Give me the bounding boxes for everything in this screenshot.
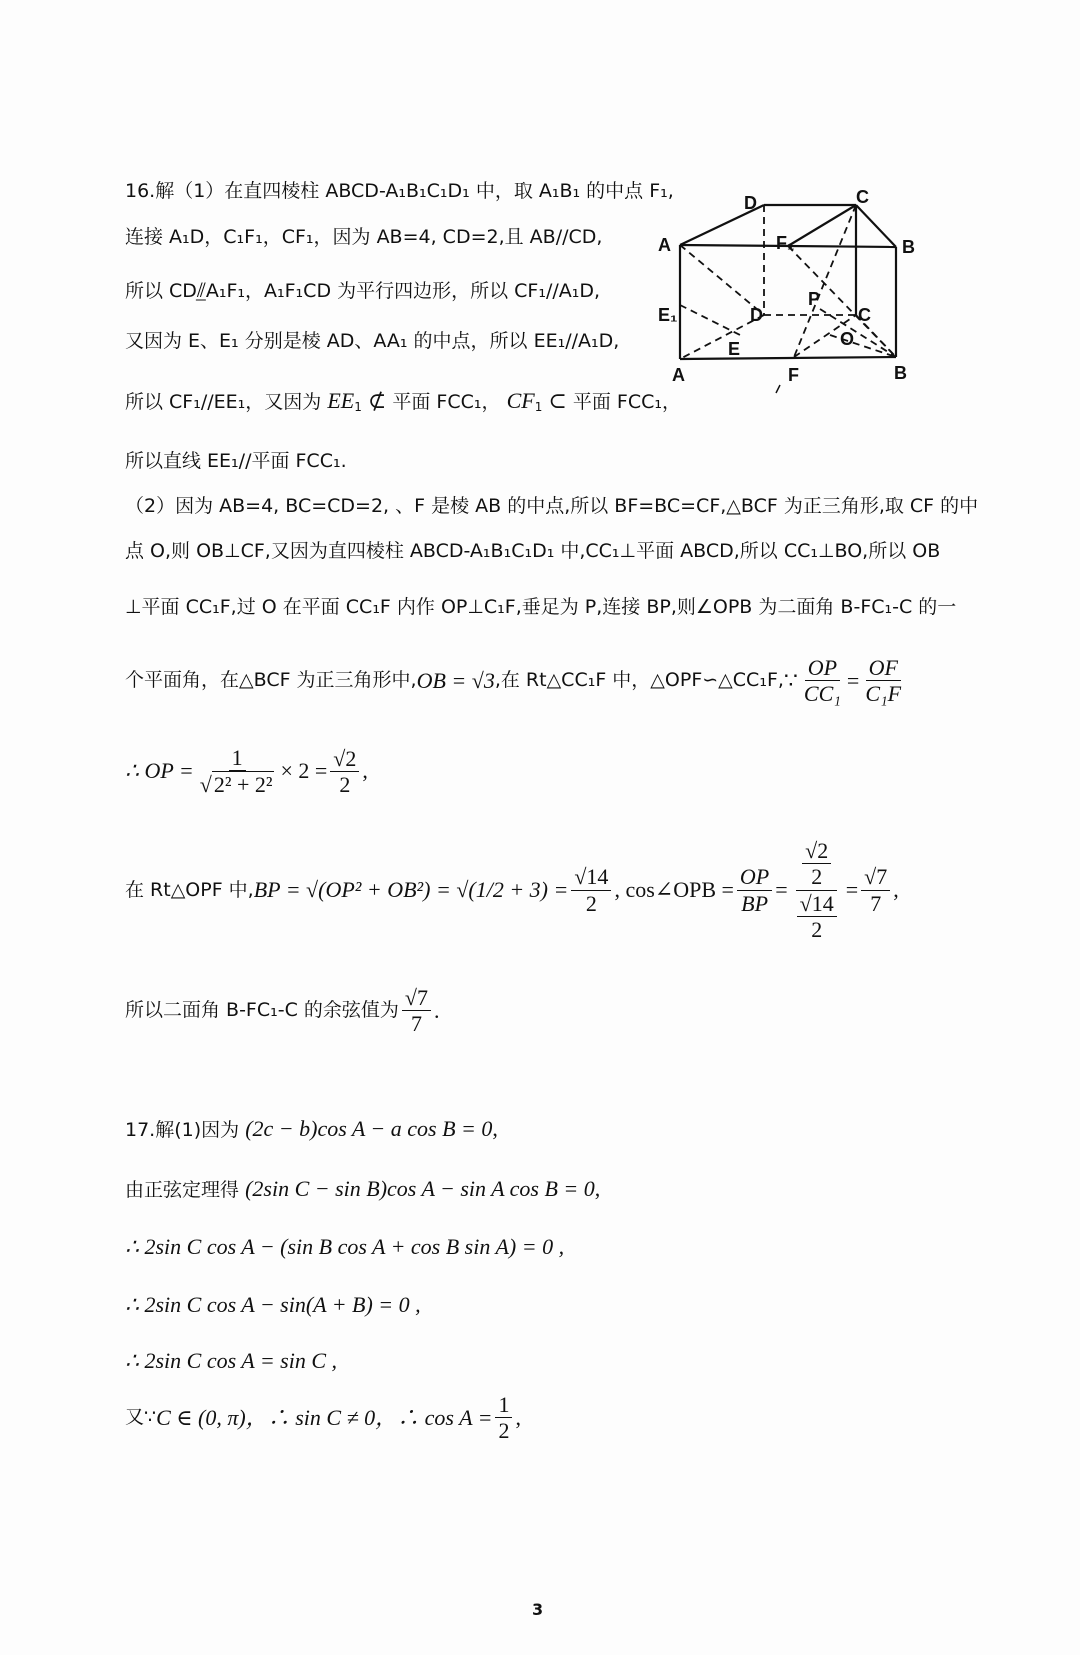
p17-line-2: 由正弦定理得 (2sin C − sin B)cos A − sin A cos B = 0, [125,1176,601,1201]
edge [856,205,896,247]
text: 在 Rt△OPF 中, [125,878,254,901]
p17-line-6: 又∵ C ∈ (0, π)，∴ sin C ≠ 0，∴ cos A = $\frac{1}{2}$ , [125,1392,521,1444]
frac-op-bp: $\frac{OP}{BP}$ [737,864,772,916]
math-cf1: CF [506,388,535,413]
text: ,在 Rt△CC₁F 中，△OPF∽△CC₁F, [494,669,784,692]
p16-line-7: （2）因为 AB=4, BC=CD=2, 、F 是棱 AB 的中点,所以 BF=BC=CF,△BCF 为正三角形,取 CF 的中 [125,495,979,517]
parallel-equal-sign: ⫽̲ [196,278,206,302]
math: (2sin C − sin B)cos A − sin A cos B = 0 [245,1176,595,1201]
math-bp: BP = √(OP² + OB²) = √(1/2 + 3) = [253,877,569,903]
hidden-edge [680,305,740,335]
frac-complex: $\frac{\frac{√2}{2}}{\frac{√14}{2}}$ [791,838,843,942]
text: × 2 = [280,758,328,784]
not-subset-symbol: ⊄ [367,388,387,413]
subset-symbol: ⊂ [548,388,567,413]
p16-line-8: 点 O,则 OB⊥CF,又因为直四棱柱 ABCD-A₁B₁C₁D₁ 中,CC₁⊥平面 ABCD,所以 CC₁⊥BO,所以 OB [125,540,941,562]
frac-sqrt14-2: $\frac{√14}{2}$ [571,864,611,916]
prism-figure [658,185,920,395]
label-c: C [858,305,871,325]
frac-sqrt2-2: $\frac{√2}{2}$ [330,746,359,798]
label-a: A [672,365,685,385]
text: 所以二面角 B-FC₁-C 的余弦值为 [125,999,399,1022]
label-o: O [840,329,855,349]
math-op: ∴ OP = [125,758,194,784]
p17-line-3: ∴ 2sin C cos A − (sin B cos A + cos B sin A) = 0 , [125,1234,565,1259]
text: 所以 CF₁//EE₁，又因为 [125,391,322,413]
p16-line-5: 所以 CF₁//EE₁，又因为 $EE_1$ ⊄ 平面 FCC₁， $CF_1$ ⊂ 平面 FCC₁， [125,388,681,414]
math: (2c − b)cos A − a cos B = 0 [245,1116,493,1141]
text: 平面 FCC₁， [392,391,501,413]
text: 所以 CD [125,280,197,302]
label-e1: E₁ [658,305,678,325]
text: 个平面角，在△BCF 为正三角形中, [125,669,417,692]
frac-answer: $\frac{√7}{7}$ [402,985,431,1037]
label-d: D [750,305,763,325]
label-p: P [808,289,821,309]
p16-line-11: ∴ OP = $\frac{1}{\text{√2² + 2²}}$ × 2 = $\frac{√2}{2}$ , [125,745,368,798]
frac-op: $\frac{1}{\text{√2² + 2²}}$ [199,745,273,798]
text: 又∵ [125,1406,157,1429]
p17-line-1: 17.解(1)因为 (2c − b)cos A − a cos B = 0, [125,1116,498,1141]
math-ob: OB = √3 [416,667,495,693]
p17-line-5: ∴ 2sin C cos A = sin C , [125,1348,338,1373]
frac-half: $\frac{1}{2}$ [495,1392,512,1444]
math-cos: , cos∠OPB = [614,877,734,903]
label-a1: A [658,235,671,255]
text: 由正弦定理得 [125,1179,240,1201]
p16-line-1: 16.解（1）在直四棱柱 ABCD-A₁B₁C₁D₁ 中，取 A₁B₁ 的中点 F₁, [125,180,674,202]
label-d1: D [744,193,757,213]
edge [680,357,896,359]
p16-line-9: ⊥平面 CC₁F,过 O 在平面 CC₁F 内作 OP⊥C₁F,垂足为 P,连接 BP,则∠OPB 为二面角 B-FC₁-C 的一 [125,596,957,618]
text: 平面 FCC₁， [572,391,681,413]
text: A₁F₁，A₁F₁CD 为平行四边形，所以 CF₁//A₁D, [205,280,601,302]
p16-line-13: 所以二面角 B-FC₁-C 的余弦值为 $\frac{√7}{7}$ . [125,985,440,1037]
label-c1: C [856,187,869,207]
p16-line-6: 所以直线 EE₁//平面 FCC₁. [125,450,347,472]
math: C ∈ (0, π)，∴ sin C ≠ 0，∴ cos A = [156,1404,493,1430]
frac-op-cc1: $\frac{OP}{\text{CC₁}}$ [803,655,841,707]
p16-line-2: 连接 A₁D，C₁F₁，CF₁，因为 AB=4, CD=2,且 AB//CD, [125,226,603,248]
p16-line-10: 个平面角，在△BCF 为正三角形中, OB = √3 ,在 Rt△CC₁F 中，△OPF∽△CC₁F, ∵ $\frac{OP}{\text{CC₁}}$ = $\frac{OF}{\text{C₁F}}$ [125,655,907,707]
edge [788,205,856,246]
frac-of-c1f: $\frac{OF}{\text{C₁F}}$ [865,655,902,707]
math-ee1: EE [327,388,355,413]
label-f: F [788,365,799,385]
p16-line-3 [125,280,600,301]
p17-line-4: ∴ 2sin C cos A − sin(A + B) = 0 , [125,1292,421,1317]
text: 17.解(1)因为 [125,1119,240,1141]
p16-line-12: 在 Rt△OPF 中, BP = √(OP² + OB²) = √(1/2 + 3) = $\frac{√14}{2}$ , cos∠OPB = $\frac{OP}{BP}$ = $\frac{\frac{√2}{2}}{\frac{√14}{2}}$ = $\frac{√7}{7}$ , [125,838,899,942]
label-b: B [894,363,907,383]
frac-sqrt7-7: $\frac{√7}{7}$ [861,864,890,916]
label-b1: B [902,237,915,257]
because-symbol: ∵ [783,667,798,693]
label-f1: F₁ [776,233,795,253]
p16-line-4: 又因为 E、E₁ 分别是棱 AD、AA₁ 的中点，所以 EE₁//A₁D, [125,330,620,352]
page-number: 3 [532,1600,544,1619]
label-e: E [728,339,741,359]
